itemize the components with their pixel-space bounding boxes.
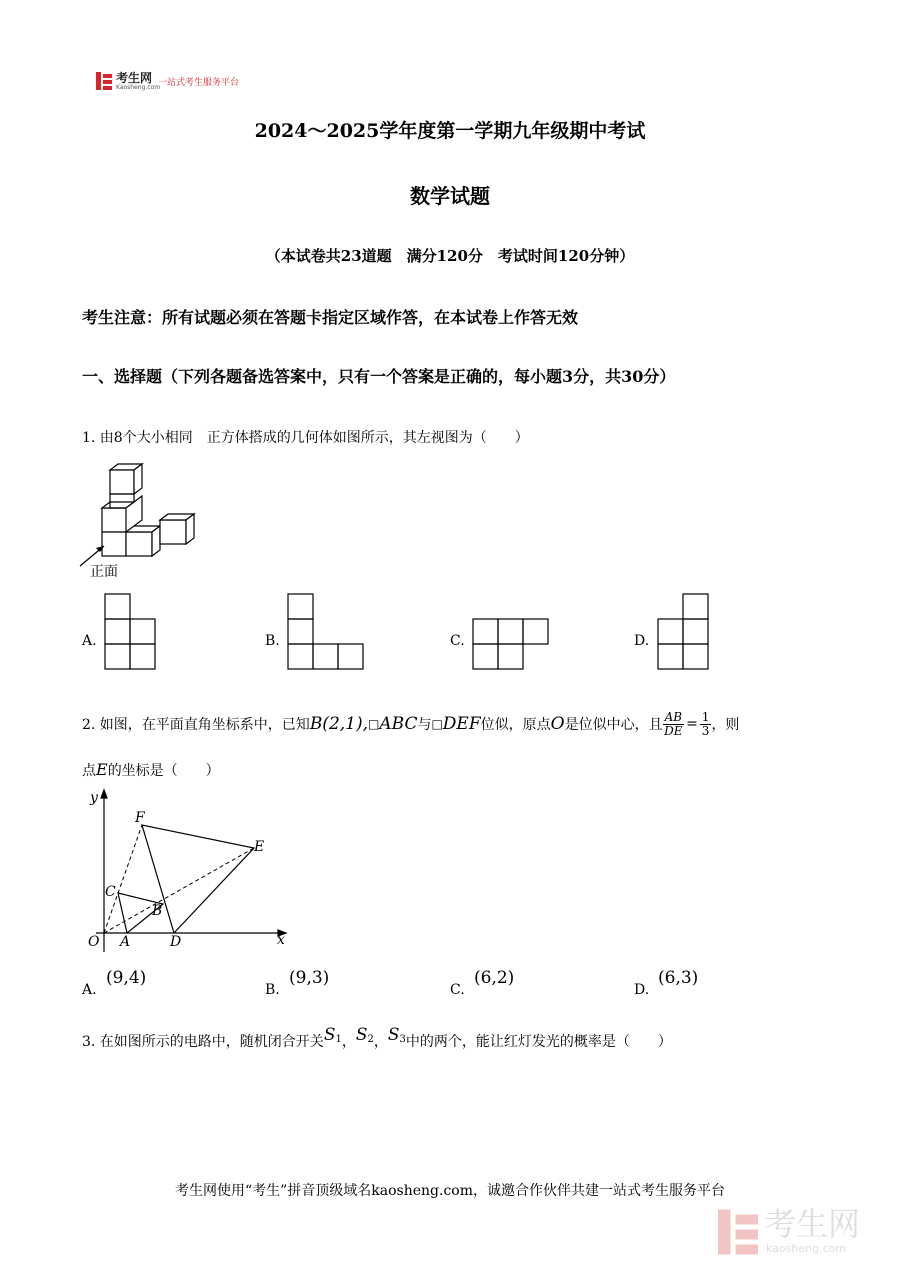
q2-option-b-letter: B. bbox=[265, 982, 280, 998]
logo-domain: Kaosheng.com bbox=[116, 84, 161, 91]
watermark-domain: kaosheng.com bbox=[766, 1242, 847, 1255]
q2-triangle-def: DEF bbox=[442, 714, 481, 734]
q2-with: 与 bbox=[417, 717, 432, 733]
label-a: A bbox=[120, 934, 131, 950]
q2-option-b-value: (9,3) bbox=[289, 968, 330, 988]
q1-option-c-label: C. bbox=[450, 633, 465, 649]
question-3-text bbox=[82, 1026, 672, 1056]
label-b: B bbox=[152, 903, 163, 919]
q3-text-b: 中的两个，能让红灯发光的概率是（ ） bbox=[405, 1034, 672, 1050]
front-label: 正面 bbox=[90, 564, 118, 580]
label-c: C bbox=[105, 884, 116, 900]
q1-option-b-figure bbox=[287, 593, 367, 671]
question-1-text: 1. 由8个大小相同 正方体搭成的几何体如图所示，其左视图为（ ） bbox=[82, 430, 529, 446]
watermark-logo-icon bbox=[718, 1208, 758, 1256]
q2-fraction-num: AB bbox=[664, 709, 683, 724]
y-axis-label: y bbox=[90, 790, 98, 806]
q1-option-c-figure bbox=[472, 618, 552, 671]
q2-ratio-fraction bbox=[663, 711, 684, 738]
q2-text-b: 位似，原点 bbox=[480, 717, 551, 733]
q2-option-d-letter: D. bbox=[634, 982, 650, 998]
q2-line2-b: 的坐标是（ ） bbox=[107, 763, 220, 779]
q3-switch-s1-sub: 1 bbox=[335, 1033, 342, 1045]
question-2-figure bbox=[82, 786, 292, 956]
label-d: D bbox=[170, 934, 182, 950]
q2-option-d-value: (6,3) bbox=[658, 968, 699, 988]
q2-value-den: 3 bbox=[701, 723, 710, 738]
q3-comma-2: ， bbox=[373, 1034, 388, 1050]
logo-icon bbox=[96, 72, 112, 90]
exam-title: 2024～2025学年度第一学期九年级期中考试 bbox=[254, 120, 646, 142]
exam-info: （本试卷共23道题 满分120分 考试时间120分钟） bbox=[265, 247, 635, 265]
q3-switch-s3: S bbox=[387, 1025, 400, 1045]
q2-point-e: E bbox=[96, 760, 108, 779]
q2-line2-a: 点 bbox=[82, 763, 96, 779]
q2-fraction-den: DE bbox=[664, 723, 683, 738]
q2-text-a: 2. 如图，在平面直角坐标系中，已知 bbox=[82, 717, 310, 733]
label-e: E bbox=[254, 839, 265, 855]
question-1-figure bbox=[76, 462, 206, 582]
q3-switch-s1: S bbox=[323, 1025, 336, 1045]
q3-text-a: 3. 在如图所示的电路中，随机闭合开关 bbox=[82, 1034, 324, 1050]
q2-triangle-symbol-1: □ bbox=[368, 717, 380, 731]
subject-title: 数学试题 bbox=[410, 184, 490, 208]
q2-text-c: 是位似中心，且 bbox=[564, 717, 663, 733]
q2-value-num: 1 bbox=[701, 709, 710, 724]
q2-value-fraction bbox=[700, 711, 712, 738]
q2-equals: = bbox=[686, 716, 698, 732]
q3-switch-s2-sub: 2 bbox=[367, 1033, 374, 1045]
exam-notice: 考生注意：所有试题必须在答题卡指定区域作答，在本试卷上作答无效 bbox=[82, 308, 579, 327]
q2-option-c-value: (6,2) bbox=[474, 968, 515, 988]
q1-option-a-figure bbox=[104, 593, 158, 671]
q2-option-a-value: (9,4) bbox=[106, 968, 147, 988]
q2-option-c-letter: C. bbox=[450, 982, 465, 998]
q3-switch-s3-sub: 3 bbox=[399, 1033, 406, 1045]
header-logo bbox=[96, 72, 296, 94]
q2-option-a-letter: A. bbox=[82, 982, 97, 998]
q3-comma-1: ， bbox=[341, 1034, 356, 1050]
q2-point-b: B(2,1), bbox=[309, 714, 369, 734]
q2-triangle-symbol-2: □ bbox=[431, 717, 443, 731]
q2-text-d: ，则 bbox=[711, 717, 740, 733]
q1-option-d-figure bbox=[657, 593, 711, 671]
x-axis-label: x bbox=[277, 932, 285, 948]
q1-option-d-label: D. bbox=[634, 633, 650, 649]
label-f: F bbox=[135, 810, 145, 826]
watermark bbox=[718, 1206, 878, 1258]
question-2-line-1 bbox=[82, 706, 739, 742]
q2-origin-o: O bbox=[550, 714, 565, 734]
logo-name: 考生网 bbox=[116, 71, 153, 85]
q3-switch-s2: S bbox=[355, 1025, 368, 1045]
watermark-name: 考生网 bbox=[764, 1205, 861, 1243]
q2-triangle-abc: ABC bbox=[379, 714, 418, 734]
section-heading: 一、选择题（下列各题备选答案中，只有一个答案是正确的，每小题3分，共30分） bbox=[82, 367, 676, 386]
footer-text: 考生网使用“考生”拼音顶级域名kaosheng.com，诚邀合作伙伴共建一站式考生服务平台 bbox=[174, 1183, 726, 1199]
logo-slogan: 一站式考生服务平台 bbox=[158, 78, 240, 88]
q1-option-a-label: A. bbox=[82, 633, 97, 649]
q1-option-b-label: B. bbox=[265, 633, 280, 649]
question-2-line-2 bbox=[82, 760, 220, 780]
label-o: O bbox=[88, 934, 100, 950]
